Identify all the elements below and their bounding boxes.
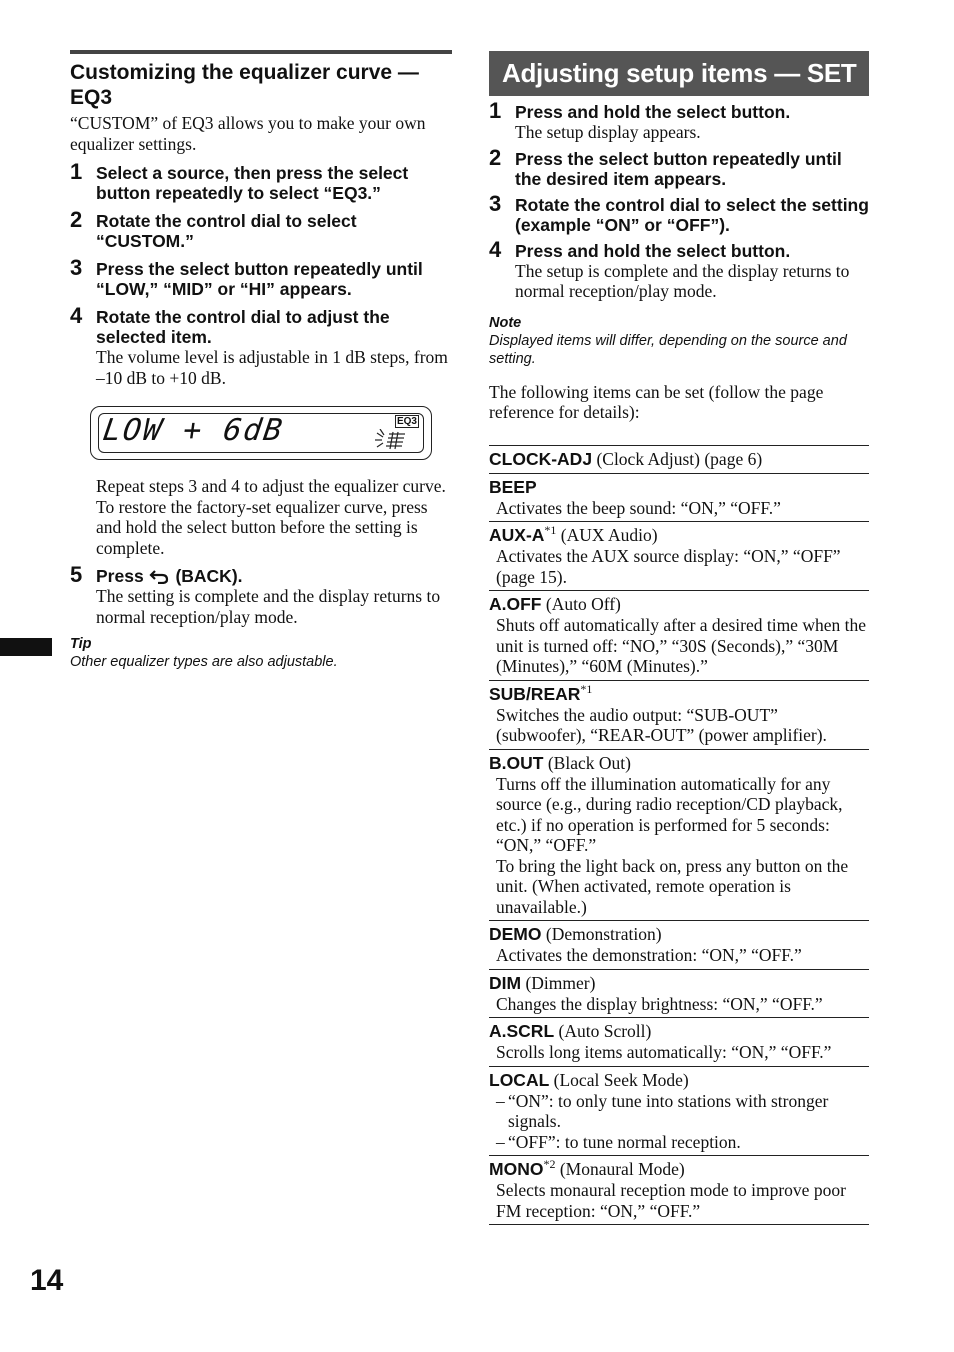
tip-label: Tip bbox=[70, 636, 92, 652]
repeat-steps-text: Repeat steps 3 and 4 to adjust the equalizer curve. bbox=[96, 476, 446, 496]
setup-item-name: AUX-A bbox=[489, 525, 545, 545]
lcd-display-illustration bbox=[90, 406, 432, 460]
setup-item-description: Turns off the illumination automatically for any source (e.g., during radio reception/CD playback, etc.) if no operation is performed for 5 seconds: “ON,” “OFF.” bbox=[496, 773, 843, 855]
setup-item-description: Shuts off automatically after a desired time when the unit is turned off: “NO,” “30S (Seconds),” “30M (Minutes),” “60M (Minutes).” bbox=[496, 615, 866, 676]
set-section bbox=[489, 51, 869, 1225]
eq3-steps bbox=[70, 159, 452, 388]
step-number: 1 bbox=[489, 98, 502, 123]
setup-item-name: B.OUT bbox=[489, 752, 544, 773]
step-title: Press and hold the select button. bbox=[515, 102, 791, 122]
setup-item-row bbox=[489, 446, 869, 474]
setup-item-bullet: – “ON”: to only tune into stations with stronger signals. bbox=[496, 1090, 829, 1131]
setup-item-fullname: (Black Out) bbox=[547, 752, 631, 773]
setup-item-name: MONO bbox=[489, 1159, 544, 1179]
eq3-indicator: EQ3 bbox=[396, 416, 417, 427]
step-number: 4 bbox=[489, 236, 502, 262]
setup-item-description: Scrolls long items automatically: “ON,” “OFF.” bbox=[496, 1042, 832, 1062]
setup-item-name: BEEP bbox=[489, 476, 537, 497]
setup-item-fullname: (Auto Scroll) bbox=[558, 1021, 652, 1041]
setup-item-fullname: (Auto Off) bbox=[545, 594, 621, 614]
setup-item-fullname: (AUX Audio) bbox=[560, 525, 658, 545]
set-step-4 bbox=[489, 236, 869, 302]
footnote-marker: *1 bbox=[544, 523, 557, 538]
setup-item-row bbox=[489, 1018, 869, 1067]
setup-items-table bbox=[489, 445, 869, 1226]
step5-title-post: (BACK). bbox=[175, 566, 243, 586]
step-number: 3 bbox=[70, 255, 83, 280]
step-title: Press and hold the select button. bbox=[515, 240, 791, 261]
eq3-step-3 bbox=[70, 255, 452, 299]
setup-item-row bbox=[489, 750, 869, 922]
footnote-marker: *1 bbox=[580, 681, 593, 696]
setup-item-row bbox=[489, 591, 869, 681]
setup-item-name: SUB/REAR bbox=[489, 683, 581, 704]
tip-text: Other equalizer types are also adjustable. bbox=[70, 654, 338, 670]
setup-item-name: LOCAL bbox=[489, 1069, 550, 1090]
eq3-step-1 bbox=[70, 159, 452, 203]
setup-item-name: CLOCK-ADJ bbox=[489, 448, 593, 469]
setup-item-bullet: – “OFF”: to tune normal reception. bbox=[496, 1131, 741, 1152]
section-rule bbox=[70, 50, 452, 54]
setup-item-name: DIM bbox=[489, 972, 522, 993]
setup-item-row bbox=[489, 681, 869, 750]
setup-item-description: To bring the light back on, press any button on the unit. (When activated, remote operation is unavailable.) bbox=[496, 855, 849, 917]
step-text: The setup is complete and the display returns to normal reception/play mode. bbox=[515, 260, 850, 301]
step-title: Rotate the control dial to select “CUSTOM.” bbox=[96, 211, 357, 251]
restore-factory-text: To restore the factory-set equalizer curve, press and hold the select button before the setting is complete. bbox=[96, 496, 428, 558]
footnote-marker: *2 bbox=[543, 1157, 556, 1172]
eq3-step-2 bbox=[70, 207, 452, 251]
step-number: 2 bbox=[489, 144, 502, 170]
set-step-3 bbox=[489, 190, 869, 235]
step-title: Press the select button repeatedly until “LOW,” “MID” or “HI” appears. bbox=[96, 259, 423, 299]
setup-item-fullname: (Monaural Mode) bbox=[559, 1159, 685, 1179]
setup-item-fullname: (Clock Adjust) (page 6) bbox=[596, 448, 763, 469]
setup-item-fullname: (Local Seek Mode) bbox=[553, 1069, 689, 1090]
setup-item-description: Activates the beep sound: “ON,” “OFF.” bbox=[496, 497, 781, 518]
setup-item-row bbox=[489, 522, 869, 591]
setup-item-description: Changes the display brightness: “ON,” “OFF.” bbox=[496, 993, 823, 1014]
setup-item-row bbox=[489, 970, 869, 1019]
lcd-display-text: LOW + 6dB bbox=[100, 413, 287, 448]
step-title: Rotate the control dial to select the setting (example “ON” or “OFF”). bbox=[515, 194, 869, 235]
eq3-section bbox=[70, 50, 452, 671]
step-text: The setting is complete and the display returns to normal reception/play mode. bbox=[96, 586, 441, 627]
set-step-2 bbox=[489, 144, 869, 189]
eq3-step-5 bbox=[70, 562, 452, 627]
set-step-1 bbox=[489, 98, 869, 143]
set-heading: Adjusting setup items — SET bbox=[489, 51, 869, 96]
setup-item-row bbox=[489, 921, 869, 970]
step-title bbox=[96, 566, 452, 586]
note-text: Displayed items will differ, depending on the source and setting. bbox=[489, 332, 847, 367]
step-text: The volume level is adjustable in 1 dB steps, from –10 dB to +10 dB. bbox=[96, 347, 448, 388]
setup-item-description: Activates the demonstration: “ON,” “OFF.” bbox=[496, 945, 802, 965]
setup-item-description: Switches the audio output: “SUB-OUT” (subwoofer), “REAR-OUT” (power amplifier). bbox=[496, 704, 827, 745]
set-steps bbox=[489, 98, 869, 302]
side-tab-marker bbox=[0, 638, 52, 656]
back-arrow-icon bbox=[149, 568, 171, 584]
step-number: 1 bbox=[70, 159, 83, 184]
step-number: 5 bbox=[70, 562, 83, 587]
setup-item-name: A.OFF bbox=[489, 594, 542, 614]
step-title: Select a source, then press the select button repeatedly to select “EQ3.” bbox=[96, 163, 409, 203]
step-number: 2 bbox=[70, 207, 83, 232]
setup-item-fullname: (Demonstration) bbox=[545, 924, 662, 944]
eq3-intro: “CUSTOM” of EQ3 allows you to make your own equalizer settings. bbox=[70, 113, 426, 154]
setup-item-description: Activates the AUX source display: “ON,” “OFF” (page 15). bbox=[496, 546, 841, 587]
step-title: Rotate the control dial to adjust the selected item. bbox=[96, 307, 390, 347]
eq3-repeat-note bbox=[96, 476, 452, 558]
step-title: Press the select button repeatedly until the desired item appears. bbox=[515, 148, 842, 189]
items-intro: The following items can be set (follow the page reference for details): bbox=[489, 381, 824, 422]
eq3-step-4 bbox=[70, 303, 452, 388]
setup-item-row bbox=[489, 1156, 869, 1225]
setup-item-name: DEMO bbox=[489, 924, 542, 944]
step-number: 3 bbox=[489, 190, 502, 216]
setup-item-fullname: (Dimmer) bbox=[525, 972, 596, 993]
equalizer-bars-icon bbox=[375, 429, 419, 451]
step5-title-pre: Press bbox=[96, 566, 144, 586]
eq3-heading: Customizing the equalizer curve — EQ3 bbox=[70, 61, 419, 109]
note-label: Note bbox=[489, 314, 522, 331]
page-number: 14 bbox=[30, 1264, 64, 1297]
setup-item-name: A.SCRL bbox=[489, 1021, 555, 1041]
setup-item-row bbox=[489, 1067, 869, 1157]
step-number: 4 bbox=[70, 303, 83, 328]
setup-item-row bbox=[489, 474, 869, 523]
step-text: The setup display appears. bbox=[515, 122, 701, 142]
setup-item-description: Selects monaural reception mode to improve poor FM reception: “ON,” “OFF.” bbox=[496, 1180, 846, 1221]
